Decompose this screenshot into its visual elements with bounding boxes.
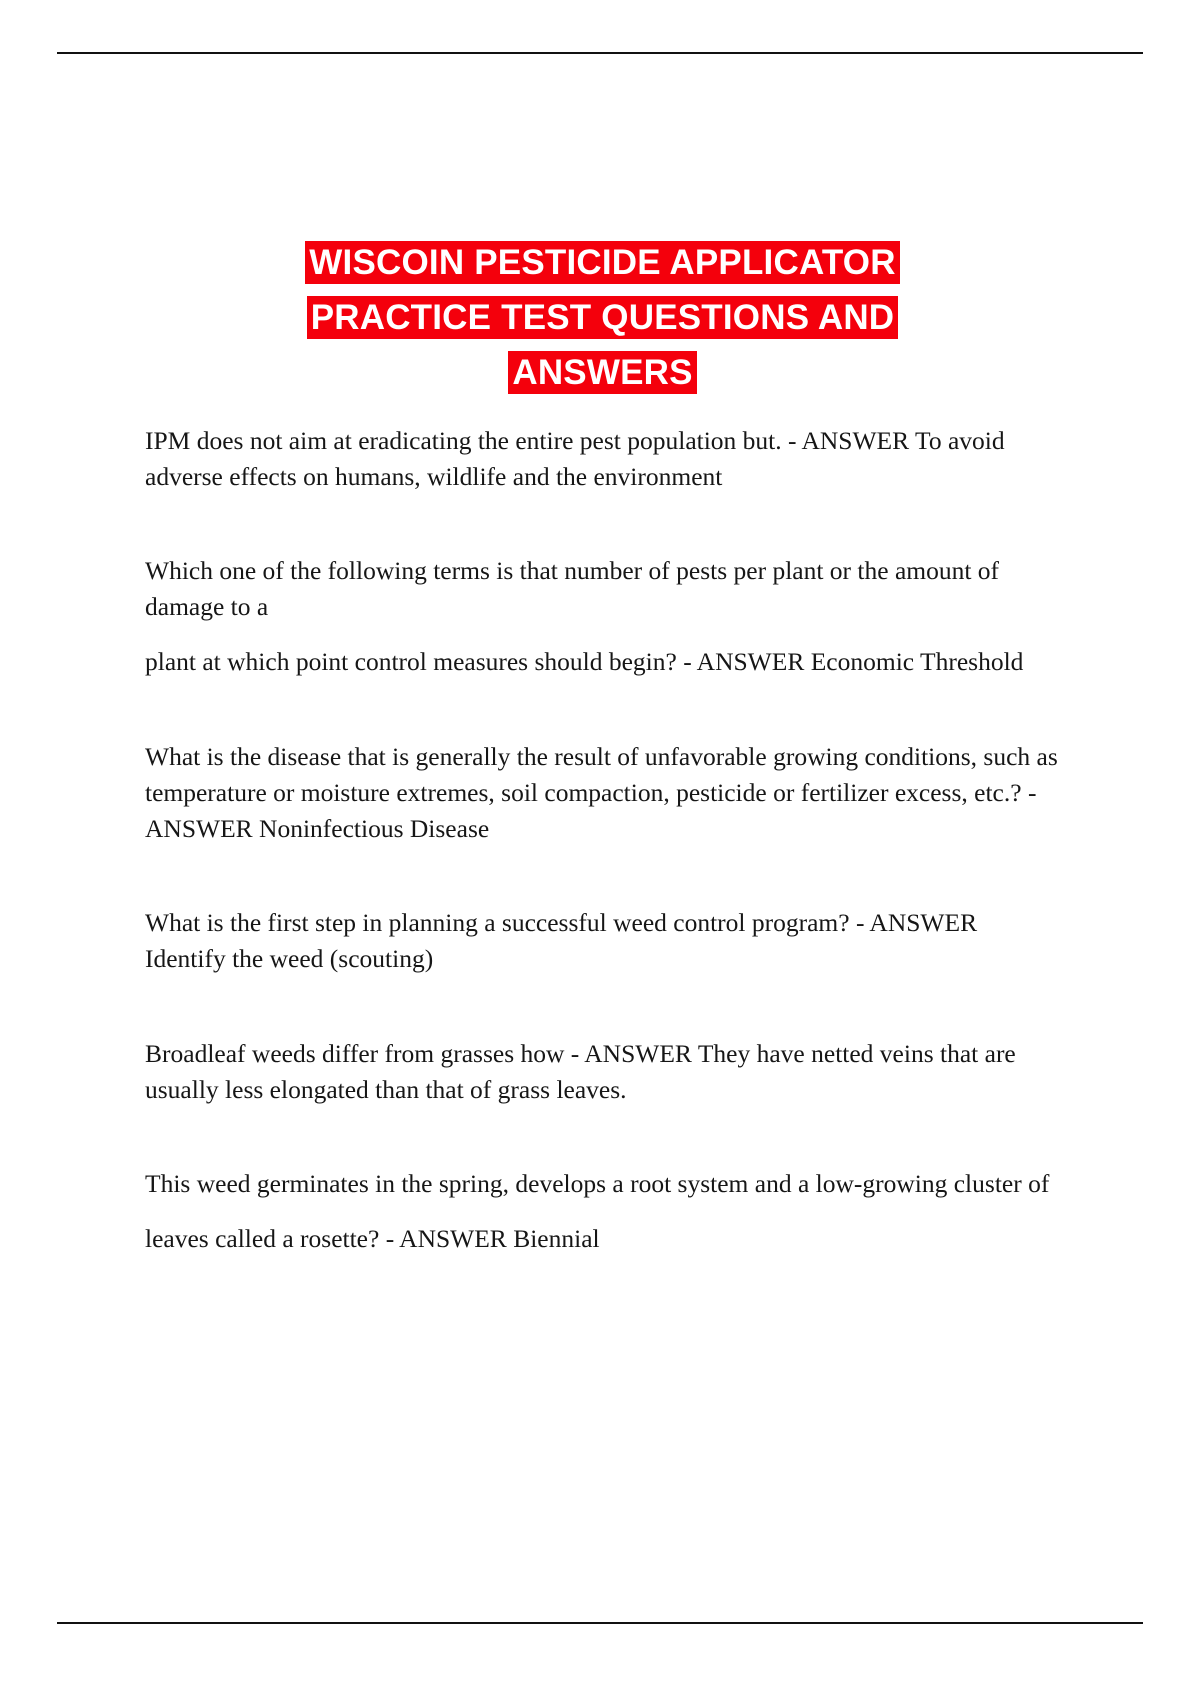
page-bottom-rule: [57, 1622, 1143, 1624]
qa-paragraph: plant at which point control measures should begin? - ANSWER Economic Threshold: [145, 647, 1024, 677]
qa-paragraph: IPM does not aim at eradicating the entire pest population but. - ANSWER To avoid adverse effects on humans, wildlife and the environment: [145, 425, 1005, 491]
title-line-1-text: WISCOIN PESTICIDE APPLICATOR: [305, 241, 899, 284]
document-content: [145, 240, 1060, 1257]
qa-paragraph: Broadleaf weeds differ from grasses how - ANSWER They have netted veins that are usually less elongated than that of grass leaves.: [145, 1038, 1016, 1104]
qa-paragraph: What is the disease that is generally the result of unfavorable growing conditions, such as temperature or moisture extremes, soil compaction, pesticide or fertilizer excess, etc.? - ANSWER Noninfectious Disease: [145, 741, 1058, 843]
qa-entry: [145, 905, 1060, 977]
title-line-3: [145, 350, 1060, 396]
qa-paragraph: leaves called a rosette? - ANSWER Biennial: [145, 1224, 600, 1254]
qa-entry: [145, 1166, 1060, 1257]
qa-paragraph: This weed germinates in the spring, develops a root system and a low-growing cluster of: [145, 1169, 1050, 1198]
title-line-2-text: PRACTICE TEST QUESTIONS AND: [307, 296, 899, 339]
qa-entry: [145, 553, 1060, 681]
qa-paragraph: What is the first step in planning a successful weed control program? - ANSWER Identify the weed (scouting): [145, 908, 978, 974]
qa-entry: [145, 423, 1060, 495]
qa-entry: [145, 739, 1060, 848]
qa-paragraph: Which one of the following terms is that number of pests per plant or the amount of damage to a: [145, 555, 1000, 622]
title-line-2: [145, 295, 1060, 341]
title-line-1: [145, 240, 1060, 286]
qa-entry: [145, 1036, 1060, 1108]
page-title: [145, 240, 1060, 397]
title-line-3-text: ANSWERS: [508, 351, 696, 394]
page-top-rule: [57, 52, 1143, 54]
